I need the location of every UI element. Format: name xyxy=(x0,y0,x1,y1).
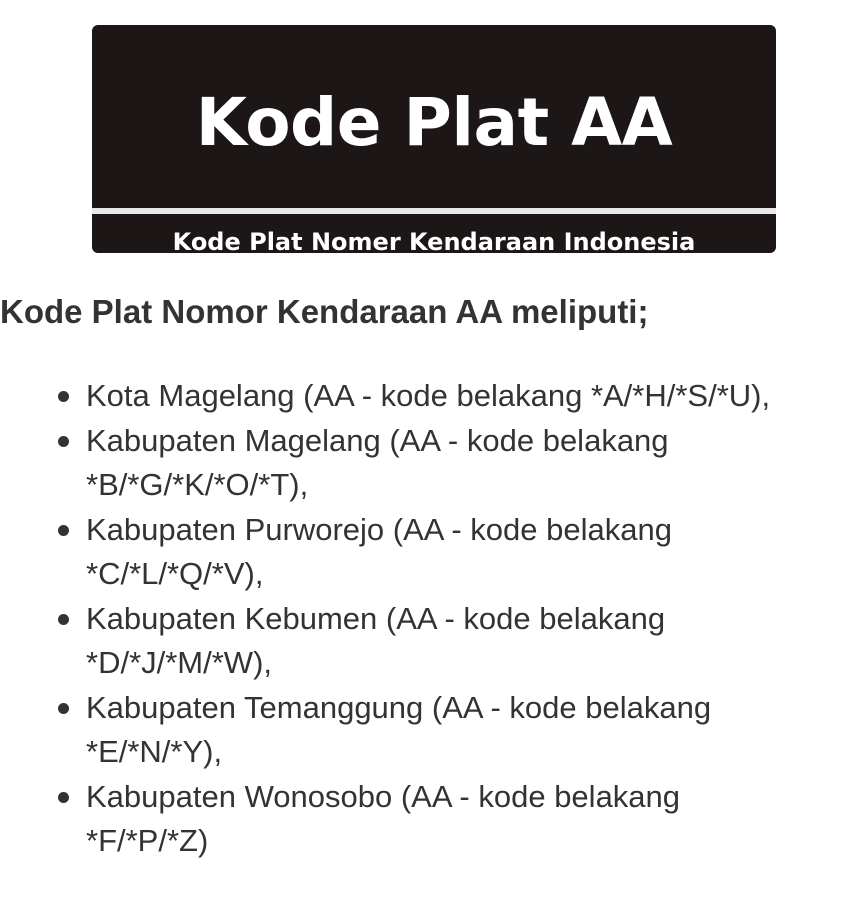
banner xyxy=(92,25,776,256)
region-list xyxy=(58,374,857,864)
bullet-icon xyxy=(58,792,69,803)
list-item-codes: *E/*N/*Y), xyxy=(86,734,223,769)
bullet-icon xyxy=(58,436,69,447)
bullet-icon xyxy=(58,391,69,402)
list-item xyxy=(58,374,857,419)
list-item-text: Kabupaten Temanggung (AA - kode belakang xyxy=(86,689,712,725)
list-item-codes: *F/*P/*Z) xyxy=(86,823,209,858)
list-item xyxy=(58,686,857,775)
list-item-codes: *D/*J/*M/*W), xyxy=(86,645,272,680)
section-heading: Kode Plat Nomor Kendaraan AA meliputi; xyxy=(0,293,649,330)
list-item-text: Kabupaten Magelang (AA - kode belakang xyxy=(86,422,669,458)
list-item-codes: *C/*L/*Q/*V), xyxy=(86,556,264,591)
list-item-text: Kota Magelang (AA - kode belakang *A/*H/*S/*U), xyxy=(86,378,771,413)
banner-title: Kode Plat AA xyxy=(195,84,673,161)
list-item xyxy=(58,508,857,597)
list-item xyxy=(58,597,857,686)
list-item-text: Kabupaten Kebumen (AA - kode belakang xyxy=(86,600,666,636)
banner-divider xyxy=(92,208,776,214)
list-item-text: Kabupaten Wonosobo (AA - kode belakang xyxy=(86,778,681,814)
bullet-icon xyxy=(58,525,69,536)
bullet-icon xyxy=(58,614,69,625)
list-item xyxy=(58,775,857,864)
list-item-text: Kabupaten Purworejo (AA - kode belakang xyxy=(86,511,672,547)
list-item-codes: *B/*G/*K/*O/*T), xyxy=(86,467,309,502)
bullet-icon xyxy=(58,703,69,714)
banner-subtitle: Kode Plat Nomer Kendaraan Indonesia xyxy=(172,228,696,256)
list-item xyxy=(58,419,857,508)
